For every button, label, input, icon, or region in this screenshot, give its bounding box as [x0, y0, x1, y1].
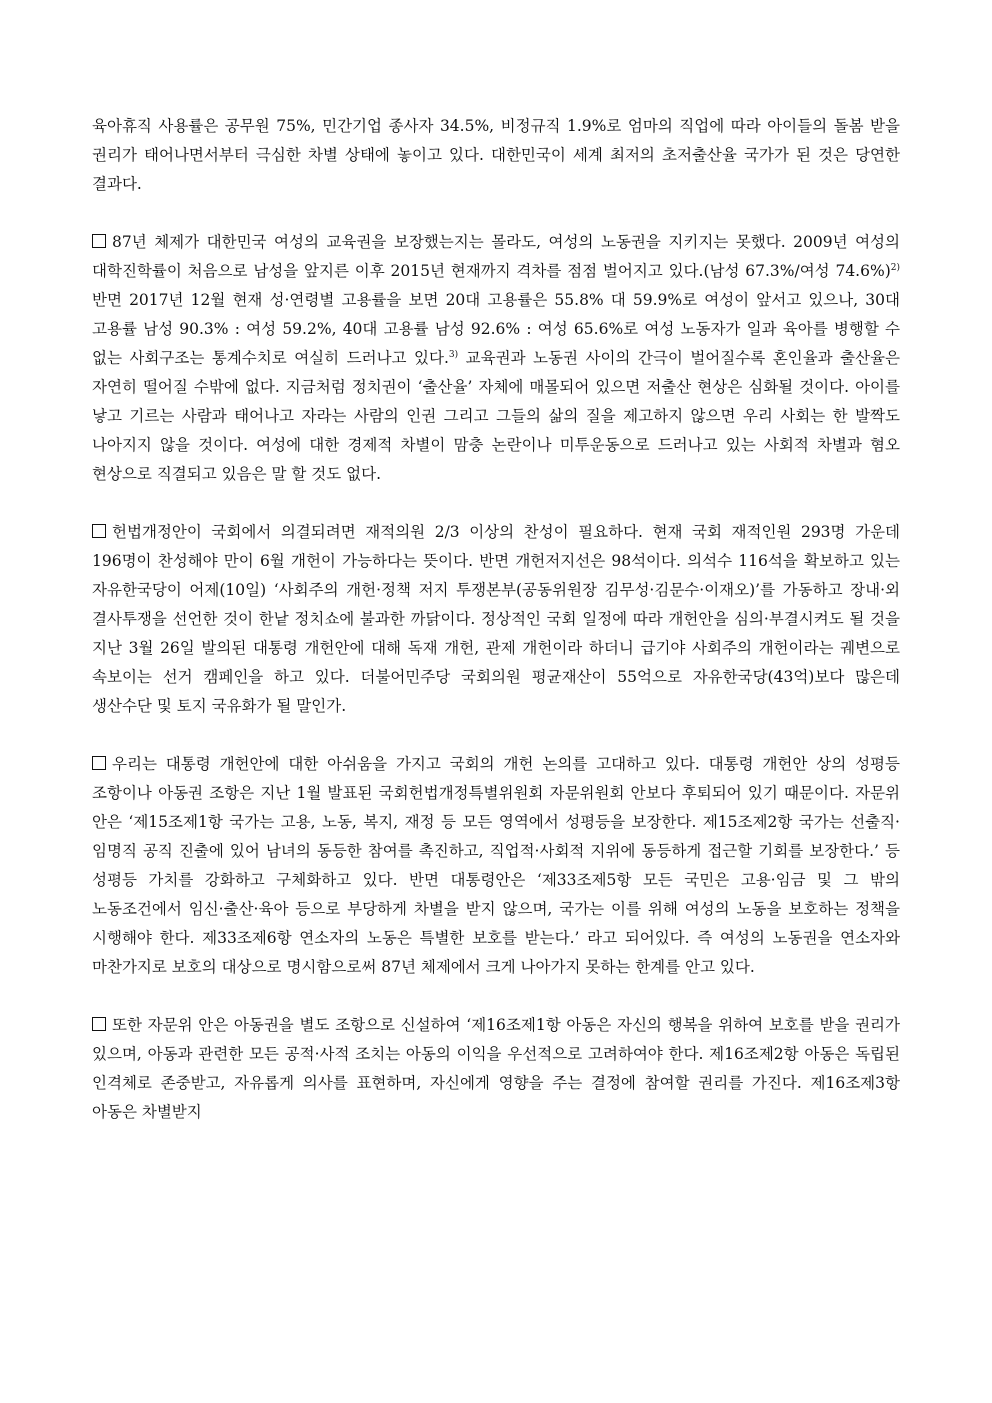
paragraph-labor-rights: [92, 228, 900, 489]
checkbox-bullet-icon: [92, 524, 106, 538]
paragraph-text: 우리는 대통령 개헌안에 대한 아쉬움을 가지고 국회의 개헌 논의를 고대하고 있다. 대통령 개헌안 상의 성평등 조항이나 아동권 조항은 지난 1월 발표된 국회헌법개정특별위원회 자문위원회 안보다 후퇴되어 있기 때문이다. 자문위 안은 ‘제15조제1항 국가는 고용, 노동, 복지, 재정 등 모든 영역에서 성평등을 보장한다. 제15조제2항 국가는 선출직·임명직 공직 진출에 있어 남녀의 동등한 참여를 촉진하고, 직업적·사회적 지위에 동등하게 접근할 기회를 보장한다.’ 등 성평등 가치를 강화하고 구체화하고 있다. 반면 대통령안은 ‘제33조제5항 모든 국민은 고용·임금 및 그 밖의 노동조건에서 임신·출산·육아 등으로 부당하게 차별을 받지 않으며, 국가는 이를 위해 여성의 노동을 보호하는 정책을 시행해야 한다. 제33조제6항 연소자의 노동은 특별한 보호를 받는다.’ 라고 되어있다. 즉 여성의 노동권을 연소자와 마찬가지로 보호의 대상으로 명시함으로써 87년 체제에서 크게 나아가지 못하는 한계를 안고 있다.: [92, 755, 900, 976]
document-page: [92, 112, 900, 1127]
paragraph-text: 또한 자문위 안은 아동권을 별도 조항으로 신설하여 ‘제16조제1항 아동은 자신의 행복을 위하여 보호를 받을 권리가 있으며, 아동과 관련한 모든 공적·사적 조치는 아동의 이익을 우선적으로 고려하여야 한다. 제16조제2항 아동은 독립된 인격체로 존중받고, 자유롭게 의사를 표현하며, 자신에게 영향을 주는 결정에 참여할 권리를 가진다. 제16조제3항 아동은 차별받지: [92, 1016, 900, 1121]
paragraph-text: 헌법개정안이 국회에서 의결되려면 재적의원 2/3 이상의 찬성이 필요하다. 현재 국회 재적인원 293명 가운데 196명이 찬성해야 만이 6월 개헌이 가능하다는 뜻이다. 반면 개헌저지선은 98석이다. 의석수 116석을 확보하고 있는 자유한국당이 어제(10일) ‘사회주의 개헌·정책 저지 투쟁본부(공동위원장 김무성·김문수·이재오)’를 가동하고 장내·외 결사투쟁을 선언한 것이 한낱 정치쇼에 불과한 까닭이다. 정상적인 국회 일정에 따라 개헌안을 심의·부결시켜도 될 것을 지난 3월 26일 발의된 대통령 개헌안에 대해 독재 개헌, 관제 개헌이라 하더니 급기야 사회주의 개헌이라는 궤변으로 속보이는 선거 캠페인을 하고 있다. 더불어민주당 국회의원 평균재산이 55억으로 자유한국당(43억)보다 많은데 생산수단 및 토지 국유화가 될 말인가.: [92, 523, 900, 715]
footnote-marker: 2): [890, 263, 900, 273]
paragraph-text: 교육권과 노동권 사이의 간극이 벌어질수록 혼인율과 출산율은 자연히 떨어질 수밖에 없다. 지금처럼 정치권이 ‘출산율’ 자체에 매몰되어 있으면 저출산 현상은 심화될 것이다. 아이를 낳고 기르는 사람과 태어나고 자라는 사람의 인권 그리고 그들의 삶의 질을 제고하지 않으면 우리 사회는 한 발짝도 나아지지 않을 것이다. 여성에 대한 경제적 차별이 맘충 논란이나 미투운동으로 드러나고 있는 사회적 차별과 혐오 현상으로 직결되고 있음은 말 할 것도 없다.: [92, 349, 901, 483]
checkbox-bullet-icon: [92, 234, 106, 248]
paragraph-gender-equality: [92, 750, 900, 982]
paragraph-constitutional-amendment: [92, 518, 900, 721]
paragraph-child-rights: [92, 1011, 900, 1127]
paragraph-parental-leave: [92, 112, 900, 199]
paragraph-text: 반면 2017년 12월 현재 성·연령별 고용률을 보면 20대 고용률은 55.8% 대 59.9%로 여성이 앞서고 있으나, 30대 고용률 남성 90.3% : 여성 59.2%, 40대 고용률 남성 92.6% : 여성 65.6%로 여성 노동자가 일과 육아를 병행할 수 없는 사회구조는 통계수치로 여실히 드러나고 있다.: [92, 291, 900, 367]
paragraph-text: 육아휴직 사용률은 공무원 75%, 민간기업 종사자 34.5%, 비정규직 1.9%로 엄마의 직업에 따라 아이들의 돌봄 받을 권리가 태어나면서부터 극심한 차별 상태에 놓이고 있다. 대한민국이 세계 최저의 초저출산율 국가가 된 것은 당연한 결과다.: [92, 117, 900, 193]
checkbox-bullet-icon: [92, 1017, 106, 1031]
footnote-marker: 3): [448, 350, 459, 360]
checkbox-bullet-icon: [92, 756, 106, 770]
paragraph-text: 87년 체제가 대한민국 여성의 교육권을 보장했는지는 몰라도, 여성의 노동권을 지키지는 못했다. 2009년 여성의 대학진학률이 처음으로 남성을 앞지른 이후 2015년 현재까지 격차를 점점 벌어지고 있다.(남성 67.3%/여성 74.6%): [92, 233, 900, 280]
